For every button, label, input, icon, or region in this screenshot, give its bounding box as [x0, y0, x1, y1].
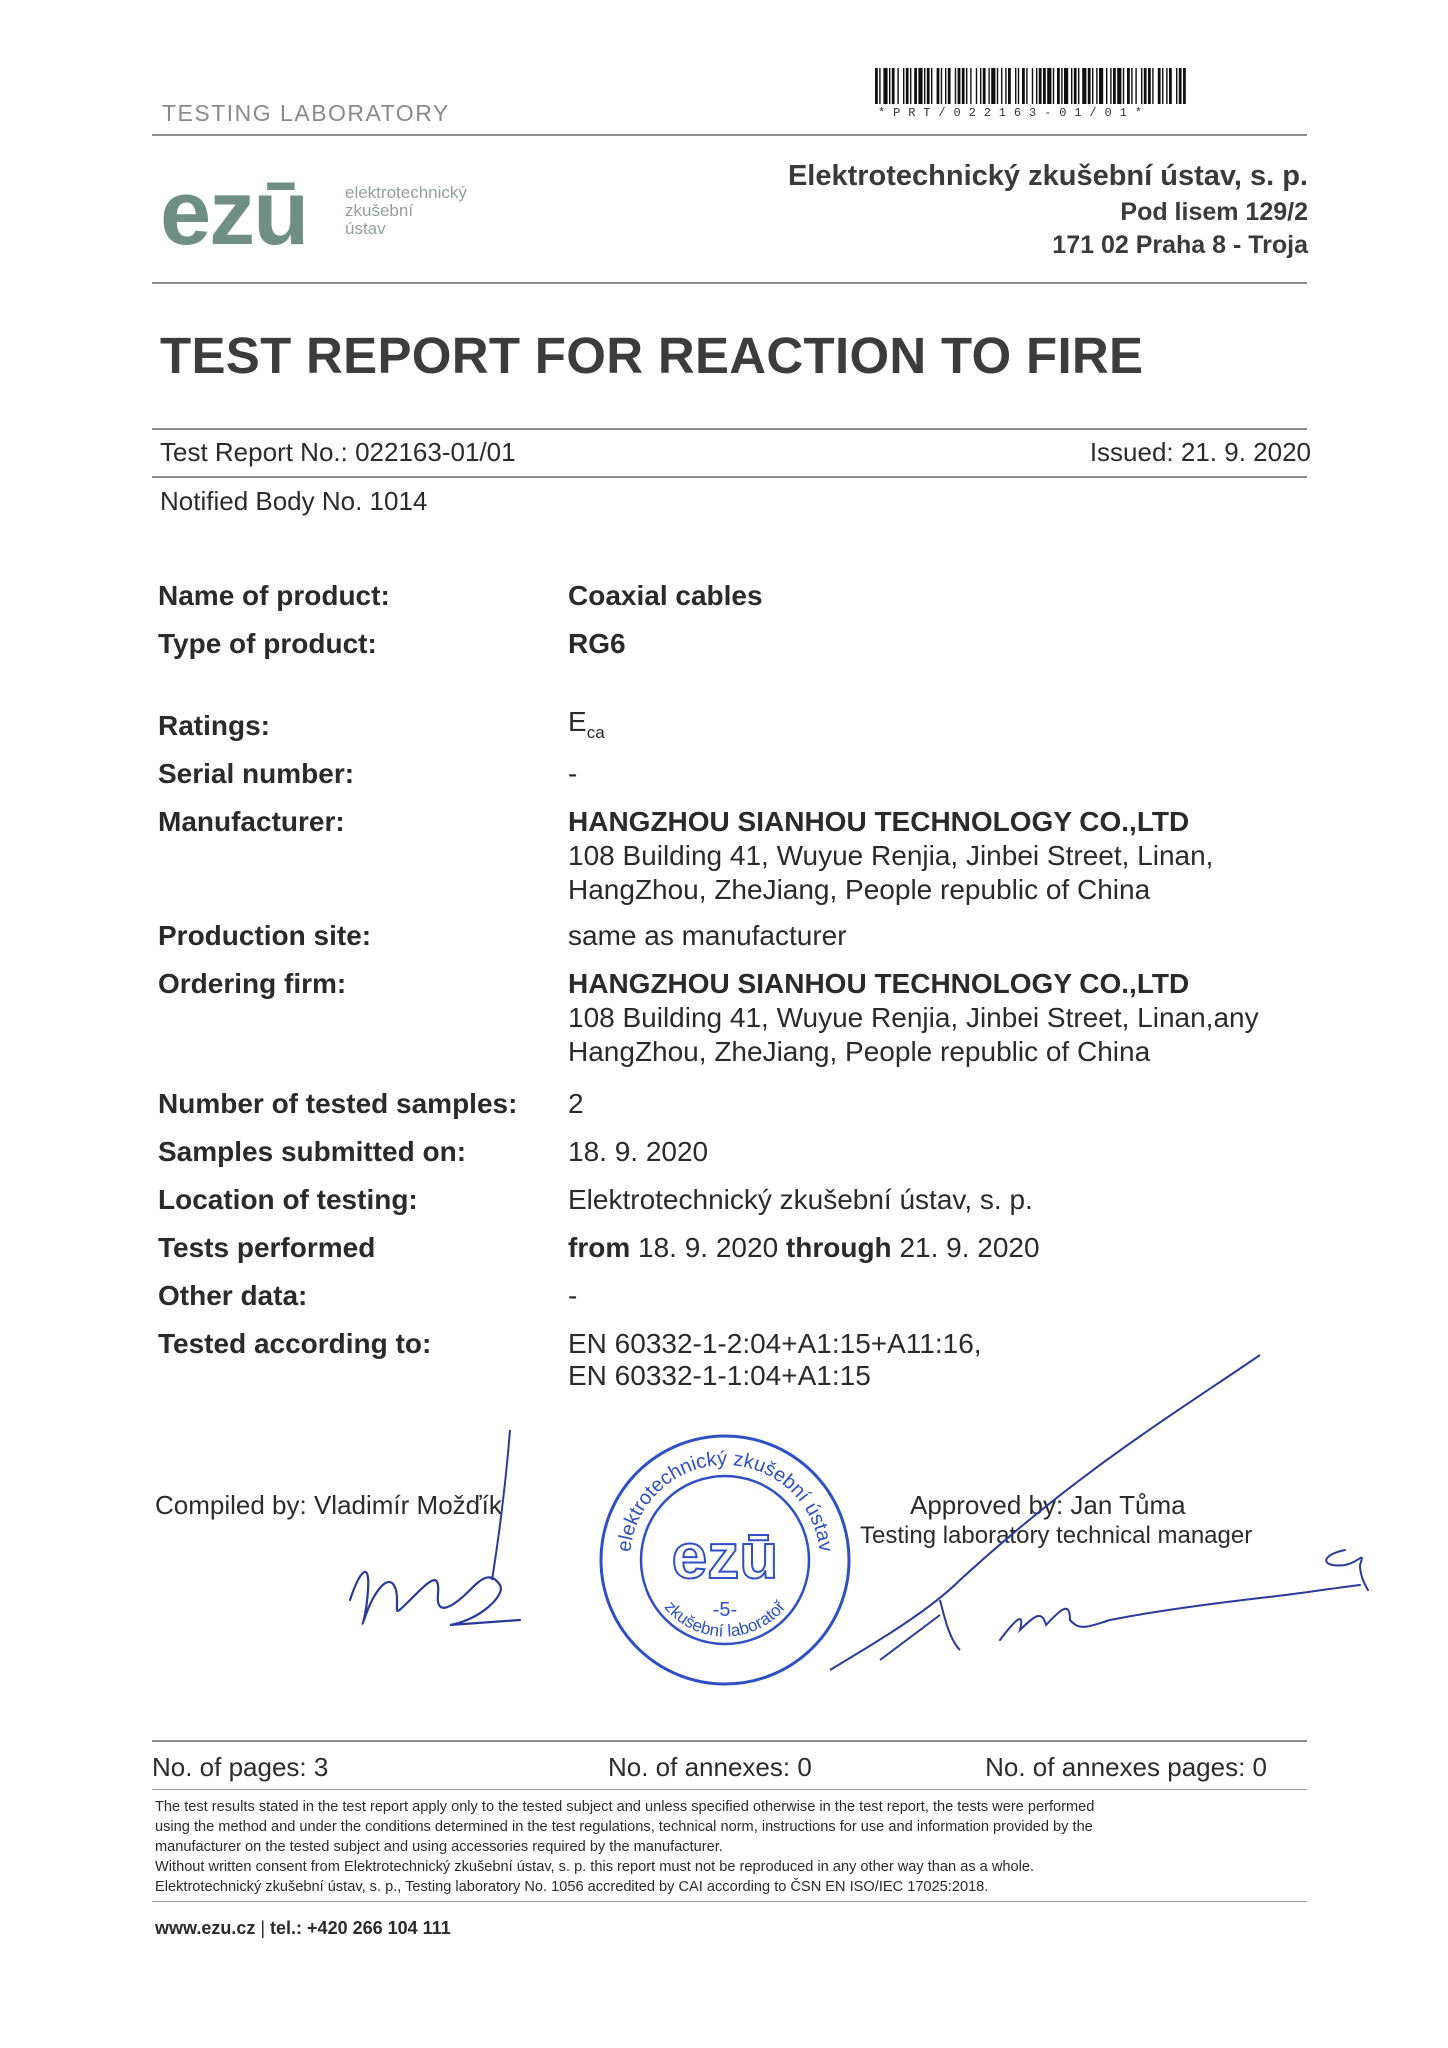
- samples-submitted-label: Samples submitted on:: [158, 1136, 467, 1167]
- location-of-testing-value: Elektrotechnický zkušební ústav, s. p.: [568, 1184, 1033, 1215]
- approved-by-signature: [820, 1350, 1380, 1700]
- testing-laboratory-label: TESTING LABORATORY: [162, 100, 450, 126]
- logo-sub-line: elektrotechnický: [345, 183, 467, 202]
- approved-role: Testing laboratory technical manager: [860, 1522, 1253, 1549]
- tested-according-standard: EN 60332-1-2:04+A1:15+A11:16,: [568, 1328, 982, 1359]
- institution-address: [788, 160, 1308, 264]
- name-of-product-label: Name of product:: [158, 580, 390, 611]
- counts-rule: [152, 1740, 1307, 1742]
- other-data-label: Other data:: [158, 1280, 308, 1311]
- ratings-value: [568, 706, 605, 743]
- tested-according-label: Tested according to:: [158, 1328, 432, 1359]
- footer-rule: [152, 1901, 1307, 1902]
- tests-performed-label: Tests performed: [158, 1232, 376, 1263]
- logo-subtitle: [345, 184, 545, 238]
- tests-performed-value: [568, 1232, 1040, 1264]
- number-of-pages: No. of pages: 3: [152, 1752, 329, 1782]
- manufacturer-address-line: 108 Building 41, Wuyue Renjia, Jinbei Street, Linan,: [568, 840, 1214, 871]
- official-stamp: [595, 1430, 855, 1690]
- number-of-annexes: No. of annexes: 0: [608, 1752, 812, 1782]
- production-site-label: Production site:: [158, 920, 372, 951]
- website-link[interactable]: www.ezu.cz: [155, 1918, 256, 1938]
- other-data-value: -: [568, 1280, 578, 1311]
- header-rule: [152, 134, 1307, 136]
- serial-number-label: Serial number:: [158, 758, 355, 789]
- phone-number: tel.: +420 266 104 111: [270, 1918, 451, 1938]
- ordering-firm-address-line: HangZhou, ZheJiang, People republic of China: [568, 1036, 1151, 1067]
- ratings-main: E: [568, 706, 587, 737]
- barcode-text: *PRT/022163-01/01*: [878, 106, 1150, 120]
- production-site-value: same as manufacturer: [568, 920, 847, 951]
- approved-by: Approved by: Jan Tůma: [910, 1490, 1186, 1520]
- number-of-samples-label: Number of tested samples:: [158, 1088, 518, 1119]
- disclaimer-line: using the method and under the conditions determined in the test regulations, technical norm, instructions for use and information provided by the: [155, 1819, 1093, 1835]
- manufacturer-label: Manufacturer:: [158, 806, 345, 837]
- compiled-by: Compiled by: Vladimír Možďík: [155, 1490, 502, 1520]
- stamp-bottom-text: zkušební laboratoř: [660, 1597, 790, 1641]
- ezu-logo: [160, 158, 340, 258]
- institution-street: Pod lisem 129/2: [1120, 198, 1308, 226]
- ratings-label: Ratings:: [158, 710, 270, 741]
- manufacturer-name: HANGZHOU SIANHOU TECHNOLOGY CO.,LTD: [568, 806, 1190, 837]
- ratings-subscript: ca: [586, 723, 605, 742]
- institution-city: 171 02 Praha 8 - Troja: [1052, 231, 1308, 259]
- ordering-firm-address-line: 108 Building 41, Wuyue Renjia, Jinbei Street, Linan,any: [568, 1002, 1259, 1033]
- through-date: 21. 9. 2020: [899, 1232, 1040, 1263]
- type-of-product-label: Type of product:: [158, 628, 377, 659]
- tested-according-standard: EN 60332-1-1:04+A1:15: [568, 1360, 871, 1391]
- disclaimer: [155, 1797, 1285, 1897]
- manufacturer-address-line: HangZhou, ZheJiang, People republic of China: [568, 874, 1151, 905]
- disclaimer-line: Without written consent from Elektrotechnický zkušební ústav, s. p. this report must not be reproduced in any other way than as a whole.: [155, 1859, 1035, 1875]
- ordering-firm-label: Ordering firm:: [158, 968, 347, 999]
- serial-number-value: -: [568, 758, 578, 789]
- address-rule: [152, 282, 1307, 284]
- disclaimer-rule: [152, 1789, 1307, 1790]
- institution-name: Elektrotechnický zkušební ústav, s. p.: [787, 160, 1308, 192]
- number-of-samples-value: 2: [568, 1088, 584, 1119]
- barcode: [875, 68, 1300, 104]
- compiled-by-signature: [330, 1420, 540, 1650]
- logo-mark-text: ezū: [160, 162, 308, 258]
- name-of-product-value: Coaxial cables: [568, 580, 763, 611]
- ordering-firm-name: HANGZHOU SIANHOU TECHNOLOGY CO.,LTD: [568, 968, 1190, 999]
- report-number: Test Report No.: 022163-01/01: [160, 437, 516, 467]
- number-of-annex-pages: No. of annexes pages: 0: [985, 1752, 1267, 1782]
- disclaimer-line: manufacturer on the tested subject and using accessories required by the manufacturer.: [155, 1839, 723, 1855]
- from-date: 18. 9. 2020: [638, 1232, 779, 1263]
- through-word: through: [785, 1232, 892, 1263]
- footer-separator: |: [260, 1918, 266, 1938]
- logo-sub-line: zkušební: [345, 201, 414, 220]
- notified-body: Notified Body No. 1014: [160, 486, 428, 516]
- from-word: from: [568, 1232, 631, 1263]
- logo-sub-line: ústav: [345, 219, 386, 238]
- stamp-number: -5-: [712, 1599, 738, 1621]
- samples-submitted-value: 18. 9. 2020: [568, 1136, 709, 1167]
- location-of-testing-label: Location of testing:: [158, 1184, 418, 1215]
- stamp-top-text: elektrotechnický zkušební ústav: [613, 1447, 837, 1554]
- disclaimer-line: The test results stated in the test report apply only to the tested subject and unless specified otherwise in the test report, the tests were performed: [155, 1799, 1095, 1815]
- stamp-center-logo: ezū: [671, 1520, 779, 1592]
- report-rule: [152, 476, 1307, 478]
- document-title: TEST REPORT FOR REACTION TO FIRE: [160, 327, 1144, 384]
- title-rule: [152, 428, 1307, 430]
- type-of-product-value: RG6: [568, 628, 626, 659]
- disclaimer-line: Elektrotechnický zkušební ústav, s. p., Testing laboratory No. 1056 accredited by CAI according to ČSN EN ISO/IEC 17025:2018.: [155, 1879, 989, 1895]
- issued-date: Issued: 21. 9. 2020: [1089, 437, 1311, 467]
- footer: [155, 1918, 451, 1939]
